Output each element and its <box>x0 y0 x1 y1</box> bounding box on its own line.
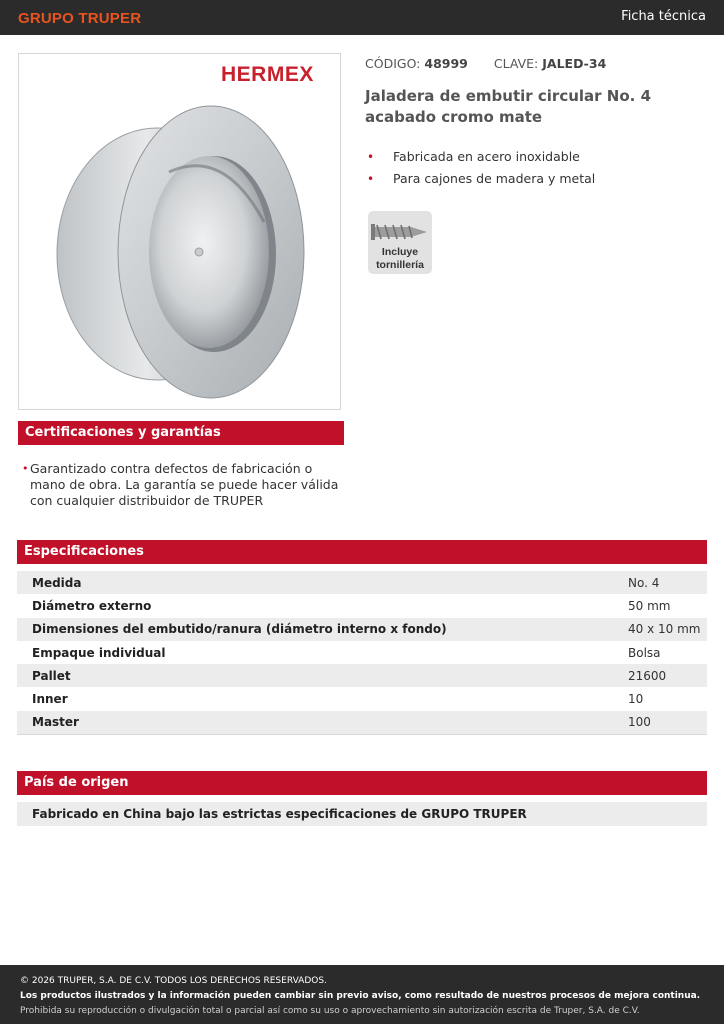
bullet-icon: • <box>22 462 29 475</box>
spec-label: Dimensiones del embutido/ranura (diámetro interno x fondo) <box>17 618 628 641</box>
spec-value: 10 <box>628 692 644 707</box>
product-title: Jaladera de embutir circular No. 4 acabado cromo mate <box>365 87 652 126</box>
spec-label: Master <box>17 711 628 734</box>
spec-value: Bolsa <box>628 645 661 660</box>
spec-label: Inner <box>32 692 68 707</box>
document-type: Ficha técnica <box>621 9 706 24</box>
table-row <box>17 711 707 734</box>
spec-value: 21600 <box>628 664 707 687</box>
origin-text: Fabricado en China bajo las estrictas especificaciones de GRUPO TRUPER <box>17 802 707 826</box>
spec-label: Diámetro externo <box>32 598 152 613</box>
table-row <box>17 594 707 617</box>
table-row <box>17 571 707 594</box>
code-value: 48999 <box>424 56 468 71</box>
specifications-table <box>17 571 707 735</box>
certifications-text: Garantizado contra defectos de fabricación o mano de obra. La garantía se puede hacer válida con cualquier distribuidor de TRUPER <box>30 461 339 508</box>
key-value: JALED-34 <box>542 56 607 71</box>
certifications-text-block <box>22 461 342 509</box>
feature-list <box>365 146 595 190</box>
spec-value: 40 x 10 mm <box>628 618 707 641</box>
badge-line-2: tornillería <box>376 259 424 271</box>
spec-label: Medida <box>17 571 628 594</box>
badge-line-1: Incluye <box>381 246 419 258</box>
footer-legal: Prohibida su reproducción o divulgación total o parcial así como su uso o aprovechamiento sin autorización escrita de Truper, S.A. de C.V. <box>20 1006 640 1016</box>
flush-pull-illustration <box>49 102 309 402</box>
product-image <box>18 53 341 410</box>
feature-item: • Para cajones de madera y metal <box>365 168 595 190</box>
footer <box>0 965 724 1024</box>
table-row <box>17 664 707 687</box>
spec-value: 50 mm <box>628 598 671 613</box>
table-row <box>17 641 707 664</box>
spec-label: Pallet <box>17 664 628 687</box>
specifications-heading: Especificaciones <box>17 540 707 564</box>
top-bar <box>0 0 724 35</box>
spec-value: No. 4 <box>628 571 707 594</box>
footer-notice: Los productos ilustrados y la información pueden cambiar sin previo aviso, como resultado de nuestros procesos de mejora continua. <box>20 991 701 1001</box>
spec-label: Empaque individual <box>32 645 166 660</box>
code-label: CÓDIGO: <box>365 56 421 71</box>
table-row <box>17 687 707 710</box>
footer-copyright: © 2026 TRUPER, S.A. DE C.V. TODOS LOS DERECHOS RESERVADOS. <box>20 976 327 986</box>
certifications-heading: Certificaciones y garantías <box>18 421 344 445</box>
spec-value: 100 <box>628 711 707 734</box>
key-label: CLAVE: <box>493 56 539 71</box>
product-codes <box>365 56 606 71</box>
hermex-logo: HERMEX <box>221 63 314 86</box>
origin-heading: País de origen <box>17 771 707 795</box>
table-row <box>17 618 707 641</box>
screw-icon <box>371 221 429 243</box>
feature-item: • Fabricada en acero inoxidable <box>365 146 595 168</box>
includes-screws-badge <box>368 211 432 274</box>
brand-logo: GRUPO TRUPER <box>18 10 142 27</box>
